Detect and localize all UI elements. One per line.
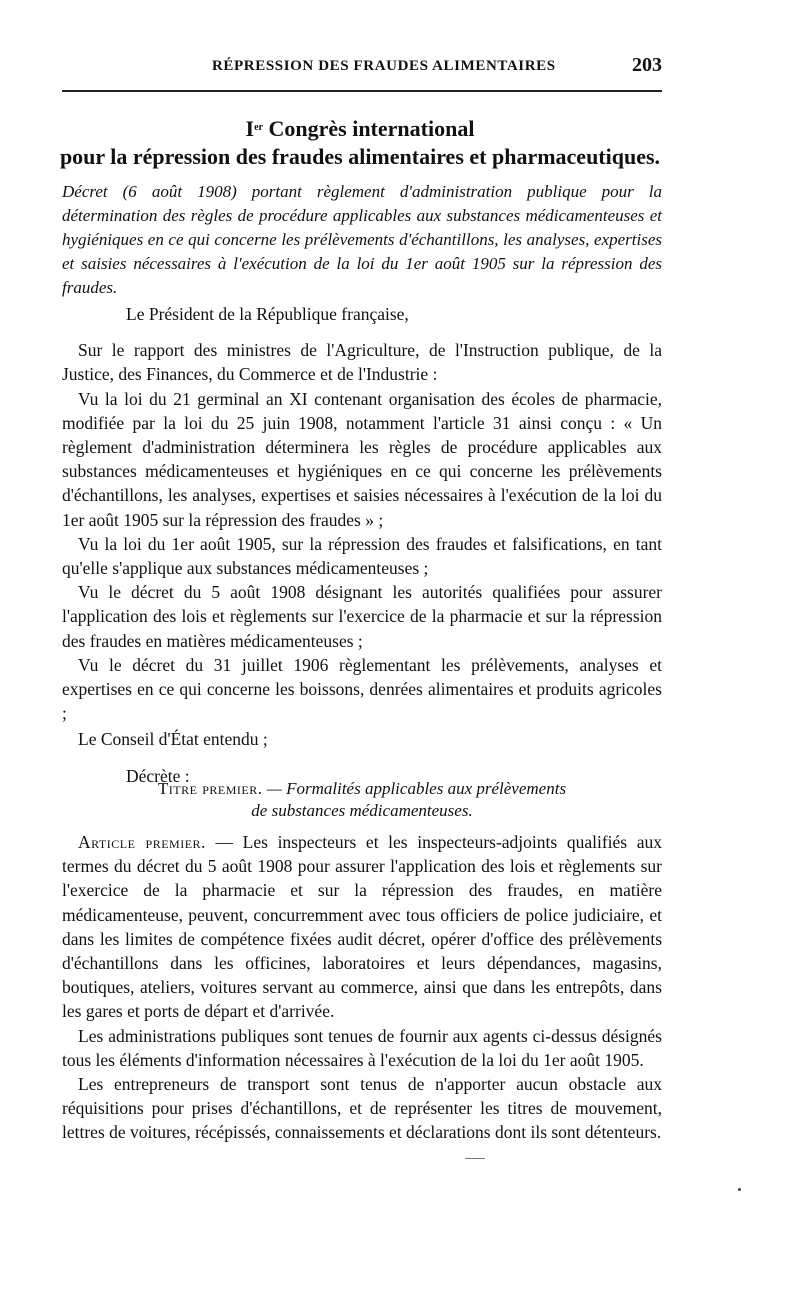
paragraph: Vu le décret du 31 juillet 1906 règlementant les prélèvements, analyses et expertises en ce qui concerne les boissons, denrées alimentaires et produits agricoles ;	[62, 654, 662, 724]
decrete-line: Décrète :	[126, 765, 190, 786]
titre-line-2: de substances médicamenteuses.	[251, 801, 473, 820]
congress-title	[50, 115, 670, 171]
running-title: RÉPRESSION DES FRAUDES ALIMENTAIRES	[212, 58, 556, 74]
title-line-1: Ier Congrès international	[245, 116, 475, 141]
titre-heading	[62, 778, 662, 822]
page-number: 203	[632, 54, 662, 76]
end-dash	[465, 1158, 485, 1159]
president-line: Le Président de la République française,	[126, 304, 409, 324]
page-header	[62, 56, 662, 84]
paragraph: Les administrations publiques sont tenues de fournir aux agents ci-dessus désignés tous les éléments d'information nécessaires à l'exécution de la loi du 1er août 1905.	[62, 1025, 662, 1070]
conseil-line: Le Conseil d'État entendu ;	[78, 729, 268, 750]
decree-summary: Décret (6 août 1908) portant règlement d'administration publique pour la détermination des règles de procédure applicables aux substances médicamenteuses et hygiéniques en ce qui concerne les prélèvements d'échantillons, les analyses, expertises et saisies nécessaires à l'exécution de la loi du 1er août 1905 sur la répression des fraudes.	[62, 182, 662, 297]
preamble	[62, 302, 662, 788]
paragraph: Vu le décret du 5 août 1908 désignant les autorités qualifiées pour assurer l'application des lois et règlements sur l'exercice de la pharmacie et sur la répression des fraudes en matières médicamenteuses ;	[62, 582, 662, 651]
header-rule	[62, 90, 662, 92]
print-speck	[738, 1188, 741, 1191]
paragraph: Vu la loi du 1er août 1905, sur la répression des fraudes et falsifications, en tant qu'elle s'applique aux substances médicamenteuses ;	[62, 533, 662, 579]
paragraph: Les entrepreneurs de transport sont tenus de n'apporter aucun obstacle aux réquisitions pour prises d'échantillons, et de représenter les titres de mouvement, lettres de voitures, récépissés, connaissements et déclarations dont ils sont détenteurs.	[62, 1074, 662, 1143]
paragraph: Article premier. — Les inspecteurs et les inspecteurs-adjoints qualifiés aux termes du décret du 5 août 1908 pour assurer l'application des lois et règlements sur l'exercice de la pharmacie et sur la répression des fraudes, en matière médicamenteuse, peuvent, concurremment avec tous officiers de police judiciaire, et dans les limites de compétence fixées audit décret, opérer d'office des prélèvements d'échantillons dans les officines, laboratoires et leurs dépendances, magasins, boutiques, ateliers, voitures servant au commerce, ainsi que dans les entrepôts, dans les gares et ports de départ et d'arrivée.	[62, 832, 662, 1022]
title-line-2: pour la répression des fraudes alimentaires et pharmaceutiques.	[59, 144, 661, 169]
article-premier	[62, 830, 662, 1145]
paragraph: Vu la loi du 21 germinal an XI contenant organisation des écoles de pharmacie, modifiée par la loi du 25 juin 1908, notamment l'article 31 ainsi conçu : « Un règlement d'administration déterminera les règles de procédure applicables aux substances médicamenteuses et hygiéniques en ce qui concerne les prélèvements d'échantillons, les analyses, expertises et saisies nécessaires à l'exécution de la loi du 1er août 1905 sur la répression des fraudes » ;	[62, 388, 662, 530]
article-label: Article premier.	[78, 832, 206, 852]
titre-line-1: Titre premier. — Formalités applicables aux prélèvements	[157, 779, 567, 798]
paragraph: Sur le rapport des ministres de l'Agriculture, de l'Instruction publique, de la Justice, des Finances, du Commerce et de l'Industrie :	[62, 340, 662, 385]
